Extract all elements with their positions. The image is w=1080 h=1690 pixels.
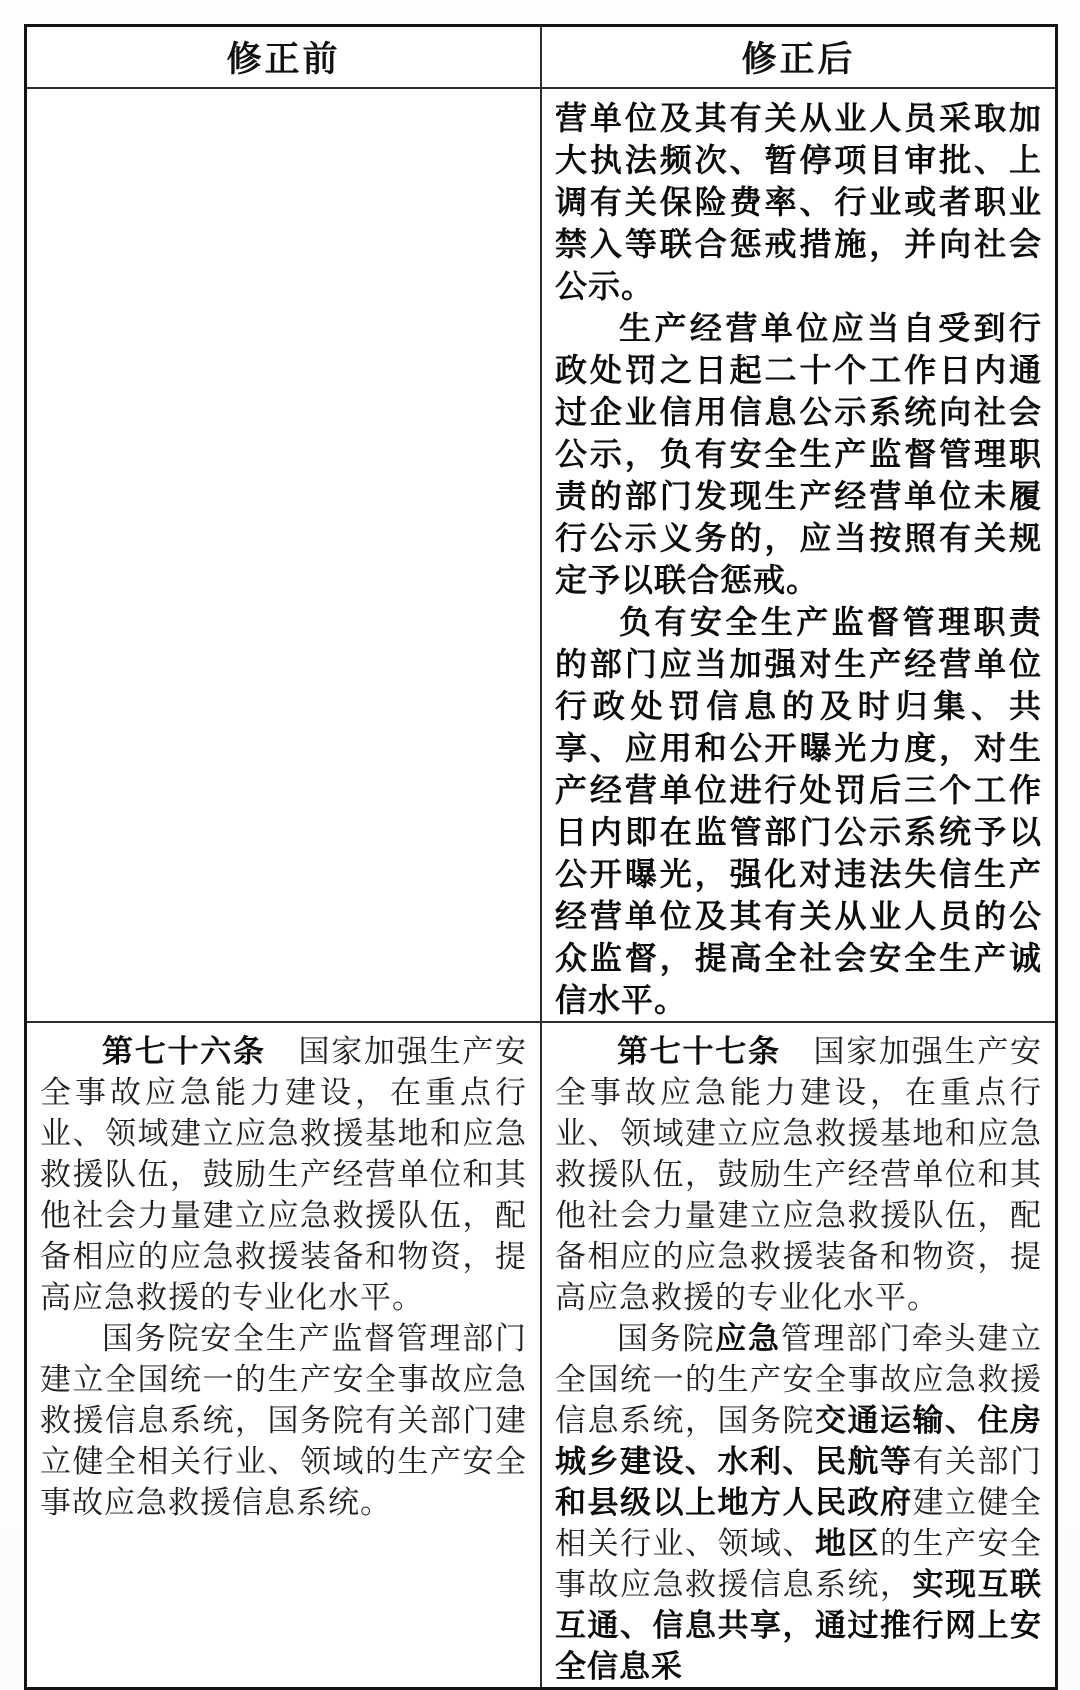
paragraph [40,1031,527,1318]
paragraph [555,307,1042,601]
emphasized-text-run: 负有安全生产监督管理职责的部门应当加强对生产经营单位行政处罚信息的及时归集、共享、应用和公开曝光力度，对生产经营单位进行处罚后三个工作日内即在监管部门公示系统予以公开曝光，强化对违法失信生产经营单位及其有关从业人员的公众监督，提高全社会安全生产诚信水平。 [555,604,1042,1018]
text-run: 国务院安全生产监督管理部门建立全国统一的生产安全事故应急救援信息系统，国务院有关部门建立健全相关行业、领域的生产安全事故应急救援信息系统。 [40,1321,527,1520]
emphasized-text-run: 应急 [715,1321,781,1356]
column-header-before-amendment: 修正前 [26,26,542,89]
text-run: 国家加强生产安全事故应急能力建设，在重点行业、领域建立应急救援基地和应急救援队伍，鼓励生产经营单位和其他社会力量建立应急救援队伍，配备相应的应急救援装备和物资，提高应急救援的专业化水平。 [555,1034,1042,1315]
text-run: 的生产安全事故应急救援信息系统， [555,1526,1042,1602]
text-run: 建立健全相关行业、领域、 [555,1485,1042,1561]
text-run: 国务院 [617,1321,716,1356]
cell-after-row1-new-provisions [541,88,1057,1022]
cell-before-row1-empty [26,88,542,1022]
paragraph [555,97,1042,307]
cell-before-row2-article-76 [26,1022,542,1689]
paragraph [555,1031,1042,1318]
emphasized-text-run: 第七十六条 [102,1034,266,1069]
paragraph [555,601,1042,1021]
emphasized-text-run: 第七十七条 [617,1034,781,1069]
text-run: 有关部门 [912,1444,1042,1479]
emphasized-text-run: 地区 [815,1526,880,1561]
emphasized-text-run: 交通运输、住房城乡建设、水利、民航等 [555,1403,1042,1479]
paragraph [40,1318,527,1523]
column-header-after-amendment: 修正后 [541,26,1057,89]
cell-after-row2-article-77 [541,1022,1057,1689]
text-run: 管理部门牵头建立全国统一的生产安全事故应急救援信息系统，国务院 [555,1321,1042,1438]
paragraph [555,1318,1042,1687]
emphasized-text-run: 生产经营单位应当自受到行政处罚之日起二十个工作日内通过企业信用信息公示系统向社会公示，负有安全生产监督管理职责的部门发现生产经营单位未履行公示义务的，应当按照有关规定予以联合惩戒。 [555,310,1042,598]
text-run: 国家加强生产安全事故应急能力建设，在重点行业、领域建立应急救援基地和应急救援队伍，鼓励生产经营单位和其他社会力量建立应急救援队伍，配备相应的应急救援装备和物资，提高应急救援的专业化水平。 [40,1034,527,1315]
table-row-article-76-77 [26,1022,1057,1689]
emphasized-text-run: 营单位及其有关从业人员采取加大执法频次、暂停项目审批、上调有关保险费率、行业或者职业禁入等联合惩戒措施，并向社会公示。 [555,100,1042,304]
emphasized-text-run: 实现互联互通、信息共享，通过推行网上安全信息采 [555,1567,1042,1684]
amendment-comparison-table [24,24,1058,1690]
header-row [26,26,1057,89]
emphasized-text-run: 和县级以上地方人民政府 [555,1485,913,1520]
table-row-article-continued [26,88,1057,1022]
